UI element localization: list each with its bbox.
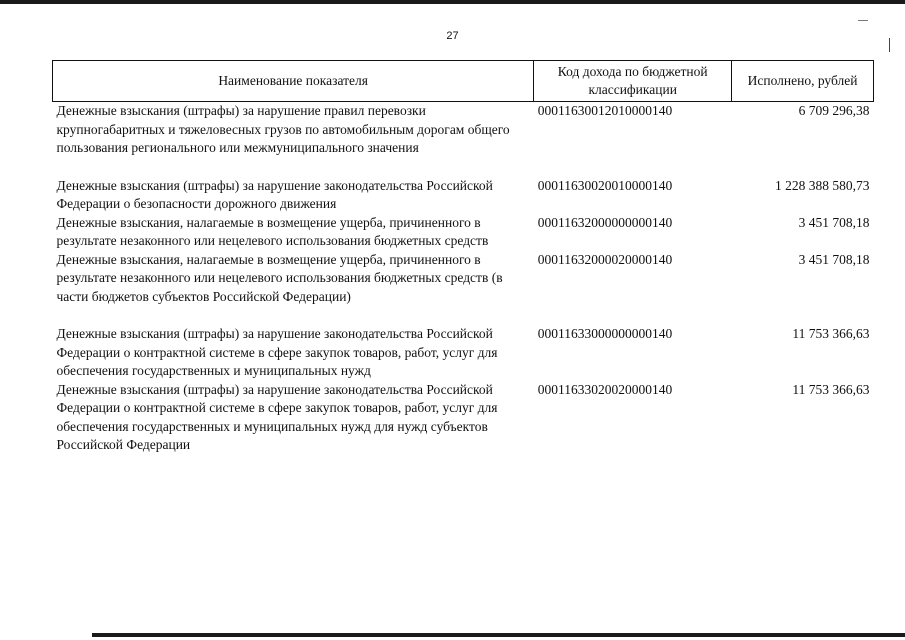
row-amount: 3 451 708,18 <box>798 251 870 267</box>
header-name: Наименование показателя <box>53 61 534 102</box>
row-amount: 11 753 366,63 <box>792 381 870 397</box>
row-code: 00011632000020000140 <box>537 251 673 267</box>
table-row <box>53 381 874 455</box>
row-amount: 11 753 366,63 <box>792 326 870 341</box>
row-code: 00011630020010000140 <box>537 177 673 193</box>
table-header-row <box>53 61 874 102</box>
row-name: Денежные взыскания, налагаемые в возмещение ущерба, причиненного в результате незаконного или нецелевого использования бюджетных средств <box>56 214 489 248</box>
row-amount: 6 709 296,38 <box>798 103 870 118</box>
row-name: Денежные взыскания, налагаемые в возмещение ущерба, причиненного в результате незаконного или нецелевого использования бюджетных средств (в части бюджетов субъектов Российской Федерации) <box>56 251 503 304</box>
table-row <box>53 177 874 214</box>
row-name: Денежные взыскания (штрафы) за нарушение законодательства Российской Федерации о контрактной системе в сфере закупок товаров, работ, услуг для обеспечения государственных и муниципальных нужд <box>56 326 498 378</box>
row-code: 00011633000000000140 <box>537 326 673 341</box>
row-code: 00011630012010000140 <box>537 103 673 118</box>
row-name: Денежные взыскания (штрафы) за нарушение правил перевозки крупногабаритных и тяжеловесных грузов по автомобильным дорогам общего пользования регионального или межмуниципального значения <box>56 103 510 155</box>
row-code: 00011632000000000140 <box>537 214 673 230</box>
row-name: Денежные взыскания (штрафы) за нарушение законодательства Российской Федерации о контрактной системе в сфере закупок товаров, работ, услуг для обеспечения государственных и муниципальных нужд для нужд субъектов Российской Федерации <box>56 381 498 452</box>
revenue-table <box>52 60 874 455</box>
row-code: 00011633020020000140 <box>537 381 673 397</box>
header-amount: Исполнено, рублей <box>732 61 874 102</box>
table-row <box>53 325 874 381</box>
table-row <box>53 214 874 251</box>
row-name: Денежные взыскания (штрафы) за нарушение законодательства Российской Федерации о безопасности дорожного движения <box>56 177 493 211</box>
scan-border-top <box>0 0 905 4</box>
scan-border-bottom <box>92 633 905 637</box>
table-row <box>53 102 874 177</box>
table-row <box>53 251 874 326</box>
row-amount: 1 228 388 580,73 <box>775 177 870 193</box>
row-amount: 3 451 708,18 <box>798 214 870 230</box>
scan-mark <box>858 20 868 21</box>
page-number: 27 <box>446 30 459 42</box>
header-code: Код дохода по бюджетной классификации <box>534 61 732 102</box>
